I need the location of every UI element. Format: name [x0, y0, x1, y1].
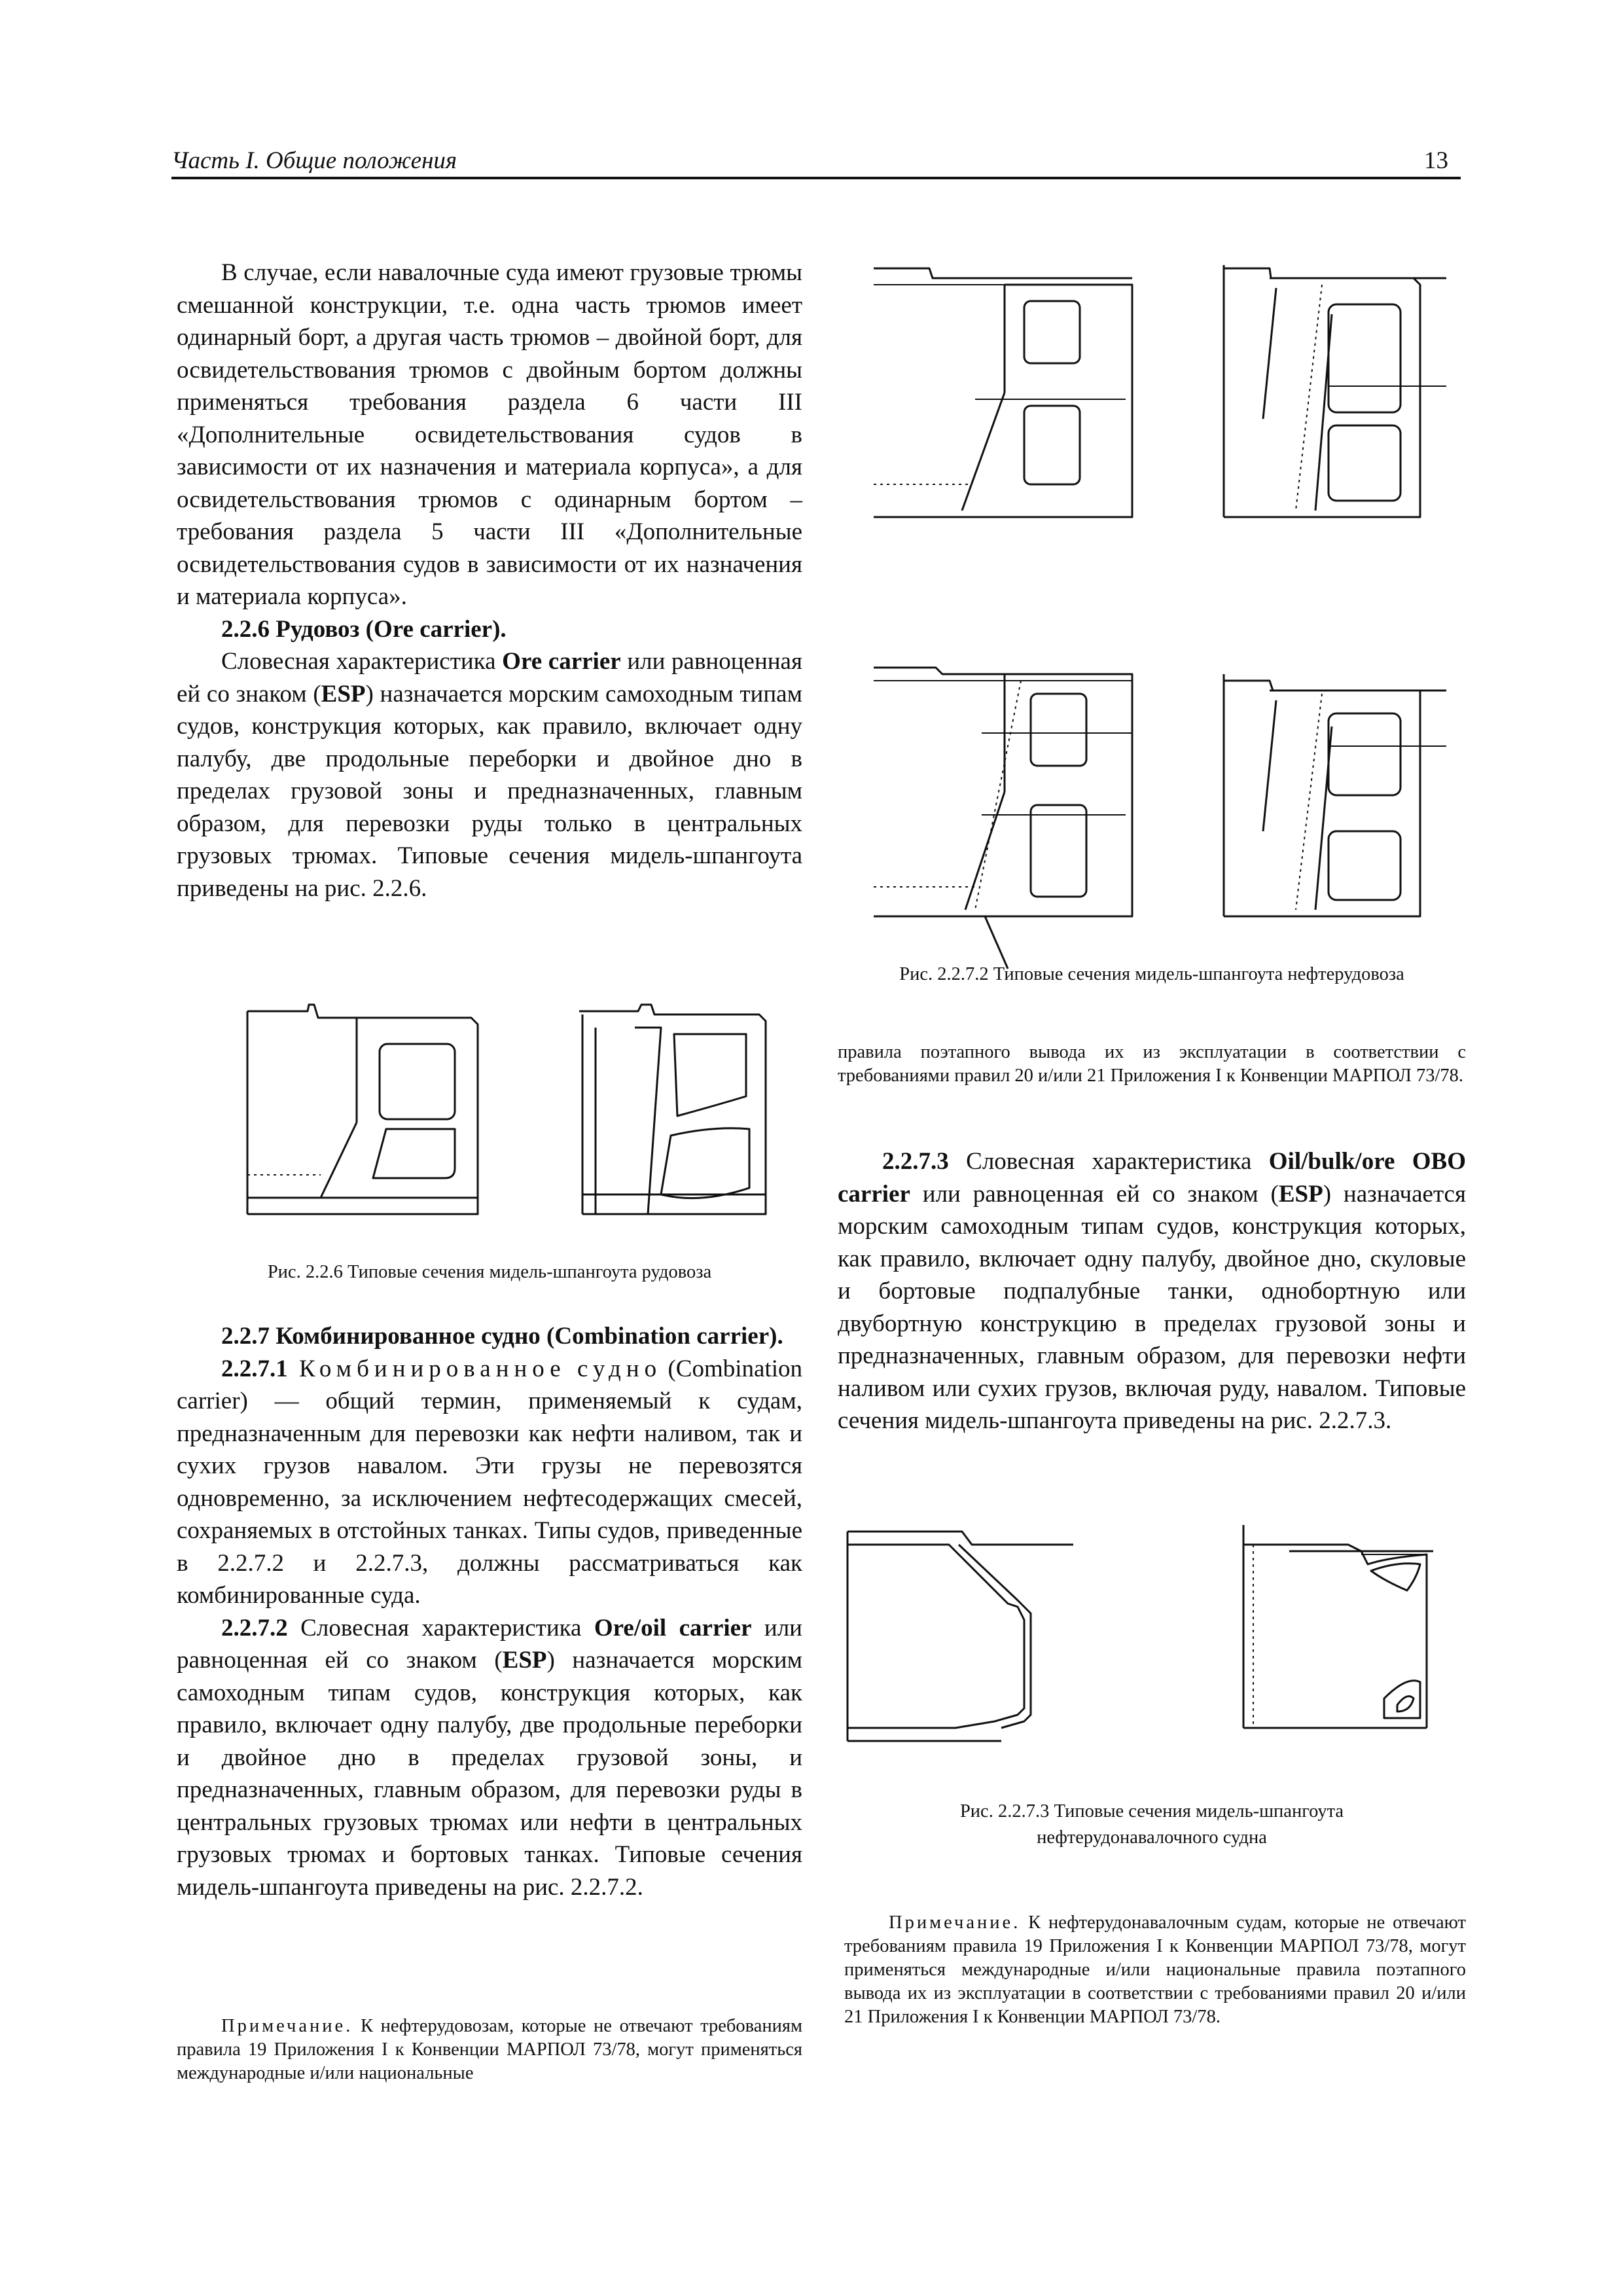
text-span: ) назначается морским самоходным типам судов, конструкция которых, как правило, включает одну палубу, двойное дно, скуловые и бортовые подпалубные танки, однобортную или двубортную конструкцию в пределах грузовой зоны и предназначенных, главным образом, для перевозки нефти наливом или сухих грузов, включая руду, навалом. Типовые сечения мидель-шпангоута приведены на рис. 2.2.7.3.	[838, 1180, 1467, 1434]
note-text: К нефтерудовозам, которые не отвечают требованиям правила 19 Приложения I к Конвенции МАРПОЛ 73/78, могут применяться международные и/или национальные	[177, 2016, 802, 2083]
esp-mark: ESP	[321, 680, 366, 708]
clause-number: 2.2.7.1	[221, 1355, 288, 1382]
clause-number: 2.2.7.3	[882, 1148, 949, 1175]
ore-oil-section-top-right	[1224, 265, 1446, 517]
running-header-title: Часть I. Общие положения	[171, 147, 457, 174]
text-span: или равноценная ей со знаком (	[177, 1614, 802, 1674]
obo-section-left	[847, 1532, 1073, 1741]
caption-figure-2-2-7-2: Рис. 2.2.7.2 Типовые сечения мидель-шпангоута нефтерудовоза	[899, 964, 1404, 984]
term-ore-carrier: Ore carrier	[502, 648, 621, 675]
esp-mark: ESP	[502, 1647, 547, 1674]
esp-mark: ESP	[1278, 1180, 1323, 1208]
right-column-text	[838, 1145, 1466, 1437]
page-number: 13	[1424, 147, 1448, 174]
clause-number: 2.2.7.2	[221, 1614, 288, 1641]
heading-2-2-7-text: 2.2.7 Комбинированное судно (Combination carrier).	[221, 1323, 783, 1350]
paragraph-mixed-holds: В случае, если навалочные суда имеют грузовые трюмы смешанной конструкции, т.е. одна часть трюмов имеет одинарный борт, а другая часть трюмов – двойной борт, для освидетельствования трюмов с двойным бортом должны применяться требования раздела 6 части III «Дополнительные освидетельствования судов в зависимости от их назначения и материала корпуса», а для освидетельствования трюмов с одинарным бортом – требования раздела 5 части III «Дополнительные освидетельствования судов в зависимости от их назначения и материала корпуса».	[177, 259, 802, 610]
text-span: ) назначается морским самоходным типам судов, конструкция которых, как правило, включает одну палубу, две продольные переборки и двойное дно в пределах грузовой зоны и предназначенных, главным образом, для перевозки руды только в центральных грузовых трюмах. Типовые сечения мидель-шпангоута приведены на рис. 2.2.6.	[177, 680, 802, 902]
ore-carrier-section-left	[247, 1005, 478, 1214]
heading-2-2-6-text: 2.2.6 Рудовоз (Ore carrier).	[221, 615, 507, 643]
header-rule	[171, 177, 1461, 179]
text-span: Словесная характеристика	[948, 1148, 1269, 1175]
paragraph-2-2-7-1	[177, 1353, 802, 1612]
note-ore-oil-carriers	[177, 2015, 802, 2085]
paragraph-2-2-6	[177, 645, 802, 905]
note-label: Примечание.	[221, 2016, 353, 2036]
left-column-bottom	[177, 1320, 802, 1903]
spaced-term: Комбинированное судно	[287, 1355, 662, 1382]
paragraph-2-2-7-2	[177, 1612, 802, 1904]
term-obo-carrier: Oil/bulk/ore OBO carrier	[838, 1148, 1467, 1208]
caption-line-1: Рис. 2.2.7.3 Типовые сечения мидель-шпангоута	[959, 1801, 1344, 1821]
ore-oil-section-top-left	[874, 268, 1132, 517]
text-span: или равноценная ей со знаком (	[177, 648, 802, 708]
note-obo-carriers	[844, 1911, 1466, 2029]
figure-2-2-7-2-ore-oil-carrier-sections	[870, 255, 1472, 975]
figure-2-2-6-ore-carrier-sections	[242, 998, 779, 1230]
caption-line-2: нефтерудонавалочного судна	[1037, 1827, 1267, 1848]
text-span: Словесная характеристика	[221, 648, 503, 675]
left-column-top	[177, 257, 802, 905]
ore-oil-section-bottom-left	[874, 668, 1132, 969]
caption-figure-2-2-6: Рис. 2.2.6 Типовые сечения мидель-шпангоута рудовоза	[267, 1262, 712, 1282]
obo-section-right	[1243, 1525, 1433, 1728]
caption-figure-2-2-7-3	[838, 1799, 1466, 1851]
note-continued: правила поэтапного вывода их из эксплуатации в соответствии с требованиями правил 20 и/или 21 Приложения I к Конвенции МАРПОЛ 73/78.	[838, 1042, 1466, 1086]
ore-oil-section-bottom-right	[1224, 674, 1446, 916]
figure-2-2-7-3-obo-carrier-sections	[844, 1518, 1466, 1754]
ore-carrier-section-right	[579, 1005, 766, 1214]
text-span: (Combination carrier) — общий термин, применяемый к судам, предназначенным для перевозки как нефти наливом, так и сухих грузов навалом. Эти грузы не перевозятся одновременно, за исключением нефтесодержащих смесей, сохраняемых в отстойных танках. Типы судов, приведенные в 2.2.7.2 и 2.2.7.3, должны рассматриваться как комбинированные суда.	[177, 1355, 802, 1609]
paragraph-2-2-7-3	[838, 1145, 1466, 1437]
text-span: или равноценная ей со знаком (	[910, 1180, 1279, 1208]
note-label: Примечание.	[889, 1912, 1021, 1933]
note-text: К нефтерудонавалочным судам, которые не отвечают требованиям правила 19 Приложения I к Конвенции МАРПОЛ 73/78, могут применяться международные и/или национальные правила поэтапного вывода их из эксплуатации в соответствии с требованиями правил 20 и/или 21 Приложения I к Конвенции МАРПОЛ 73/78.	[844, 1912, 1466, 2027]
text-span: Словесная характеристика	[287, 1614, 594, 1641]
text-span: ) назначается морским самоходным типам судов, конструкция которых, как правило, включает одну палубу, две продольные переборки и двойное дно в пределах грузовой зоны, и предназначенных, главным образом, для перевозки руды в центральных грузовых трюмах или нефти в центральных грузовых трюмах и бортовых танках. Типовые сечения мидель-шпангоута приведены на рис. 2.2.7.2.	[177, 1647, 802, 1901]
heading-2-2-6	[177, 613, 802, 646]
heading-2-2-7	[177, 1320, 802, 1353]
term-ore-oil-carrier: Ore/oil carrier	[594, 1614, 752, 1641]
